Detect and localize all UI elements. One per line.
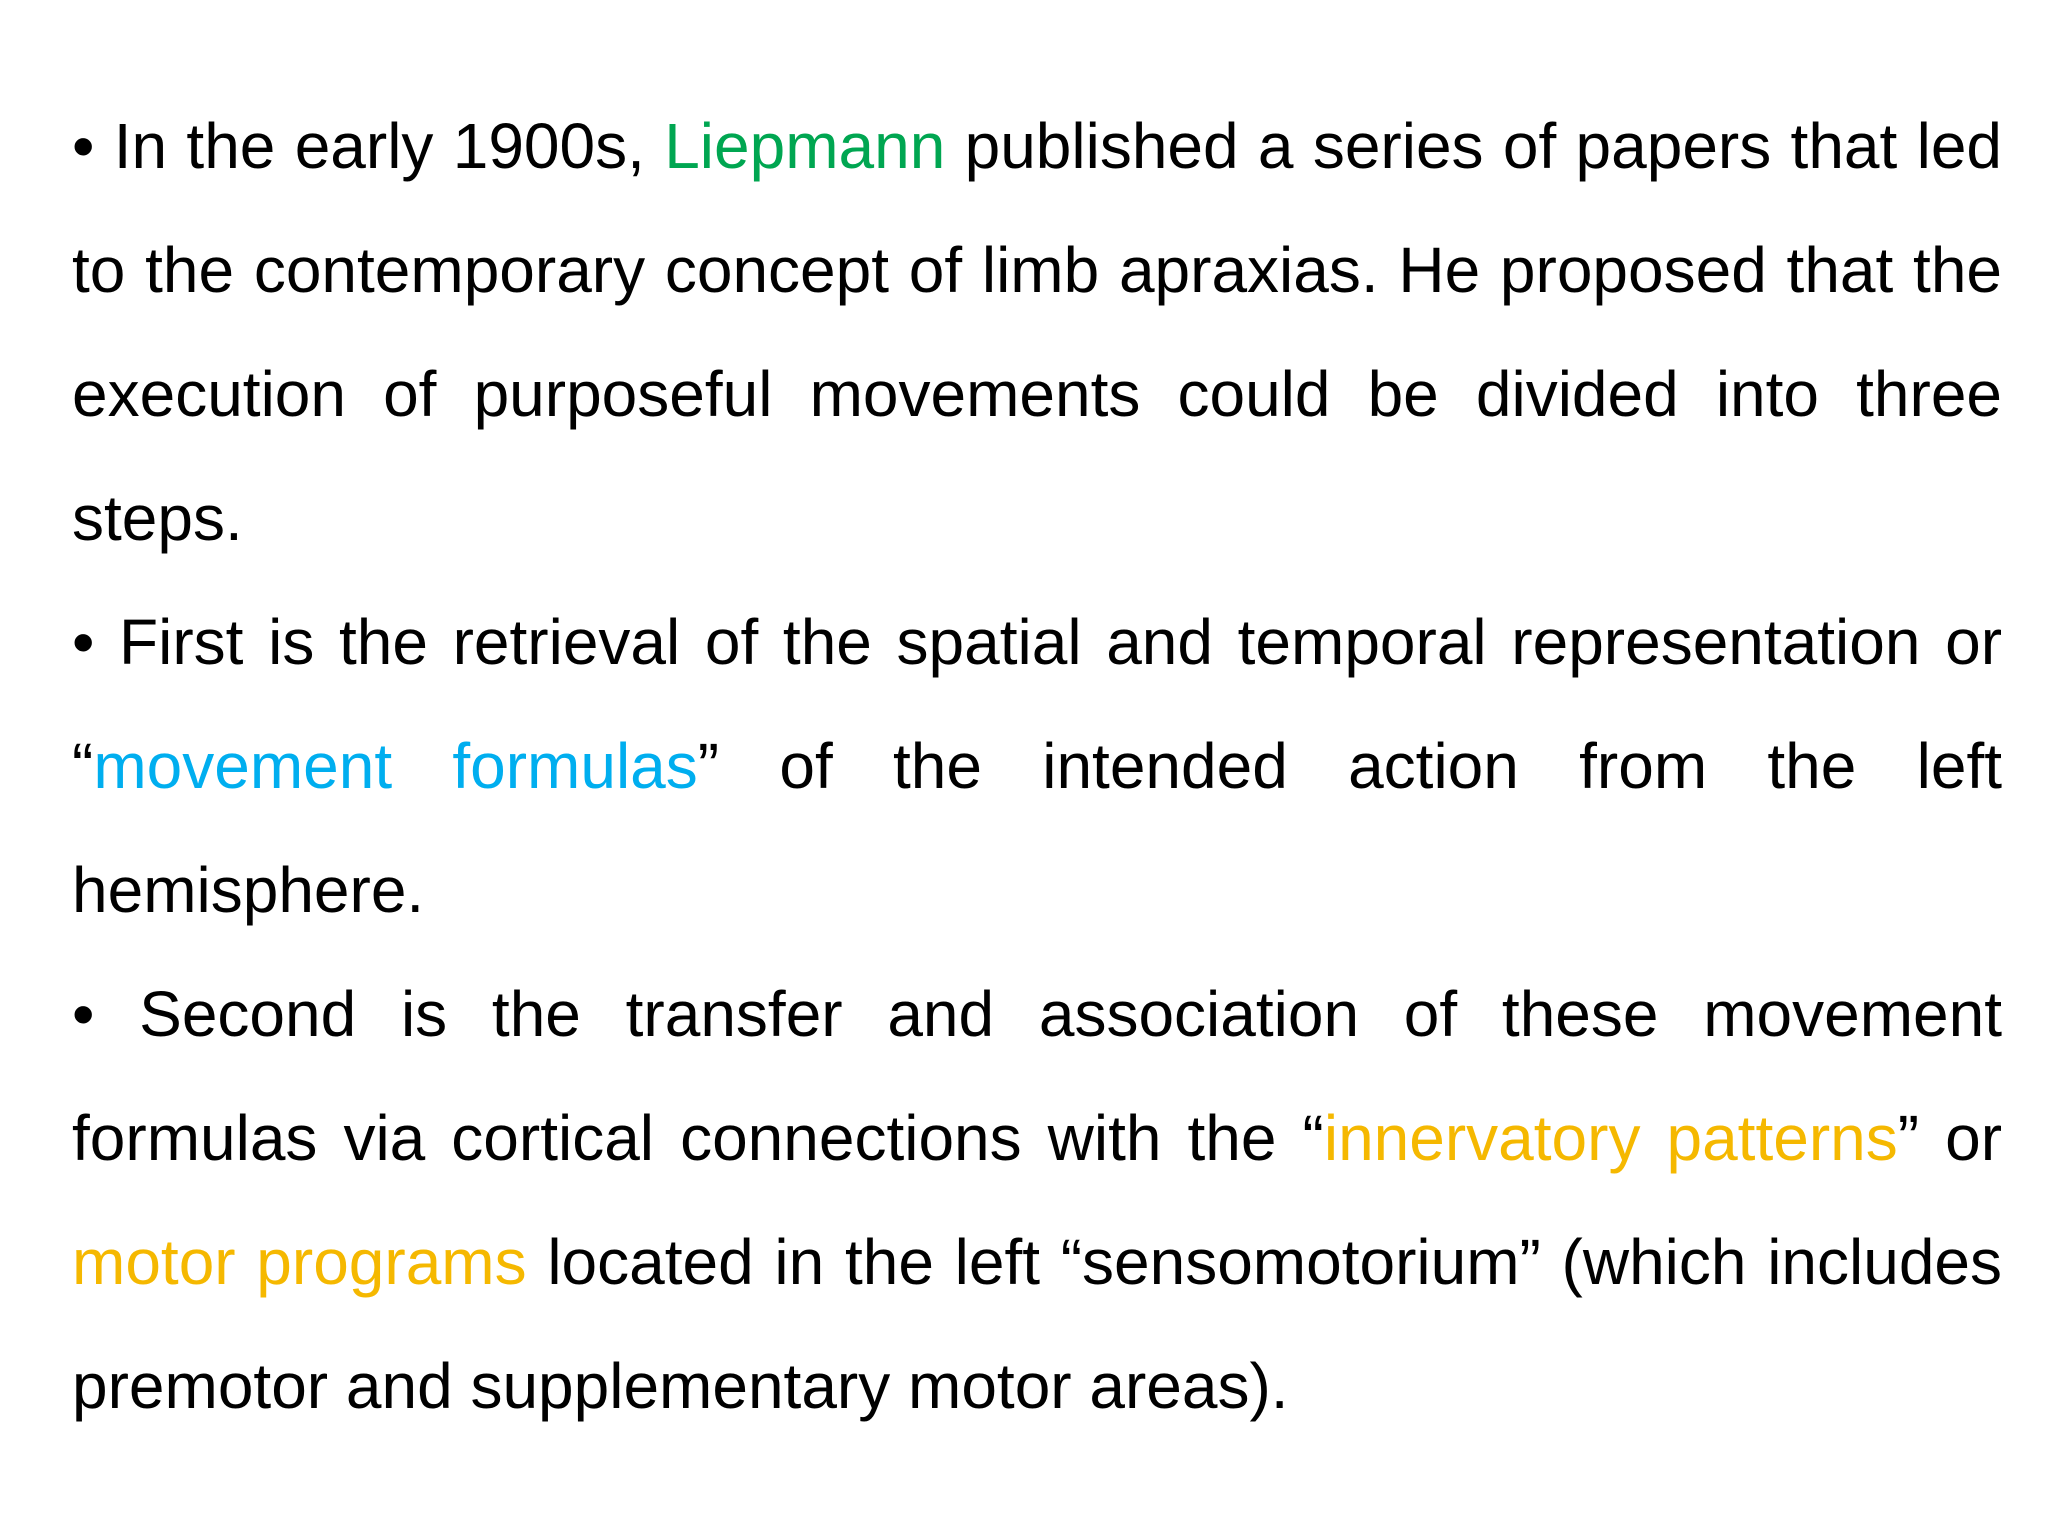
bullet-liepmann (72, 84, 2002, 580)
bullet-second-step (72, 952, 2002, 1448)
bullet-first-step (72, 580, 2002, 952)
bullet-text: published a series of papers that led to the contemporary concept of limb apraxias. He proposed that the execution of purposeful movements could be divided into three steps. (72, 110, 2002, 554)
bullet-text: Second is the transfer and association of these movement formulas via cortical connections with the “ (72, 978, 2002, 1174)
bullet-marker: • (72, 606, 95, 678)
highlight-movement-formulas: movement formulas (93, 730, 698, 802)
bullet-text: ” of the intended action from the left hemisphere. (72, 730, 2003, 926)
bullet-text: located in the left “sensomotorium” (which includes premotor and supplementary motor areas). (72, 1226, 2003, 1422)
bullet-marker: • (72, 978, 95, 1050)
slide-body (72, 84, 2002, 1448)
bullet-text: First is the retrieval of the spatial and temporal representation or “ (72, 606, 2002, 802)
bullet-text: In the early 1900s, (94, 110, 665, 182)
highlight-innervatory-patterns: innervatory patterns (1323, 1102, 1898, 1174)
highlight-liepmann: Liepmann (664, 110, 946, 182)
bullet-text: ” or (1897, 1102, 2003, 1174)
highlight-motor-programs: motor programs (72, 1226, 527, 1298)
bullet-marker: • (72, 110, 95, 182)
